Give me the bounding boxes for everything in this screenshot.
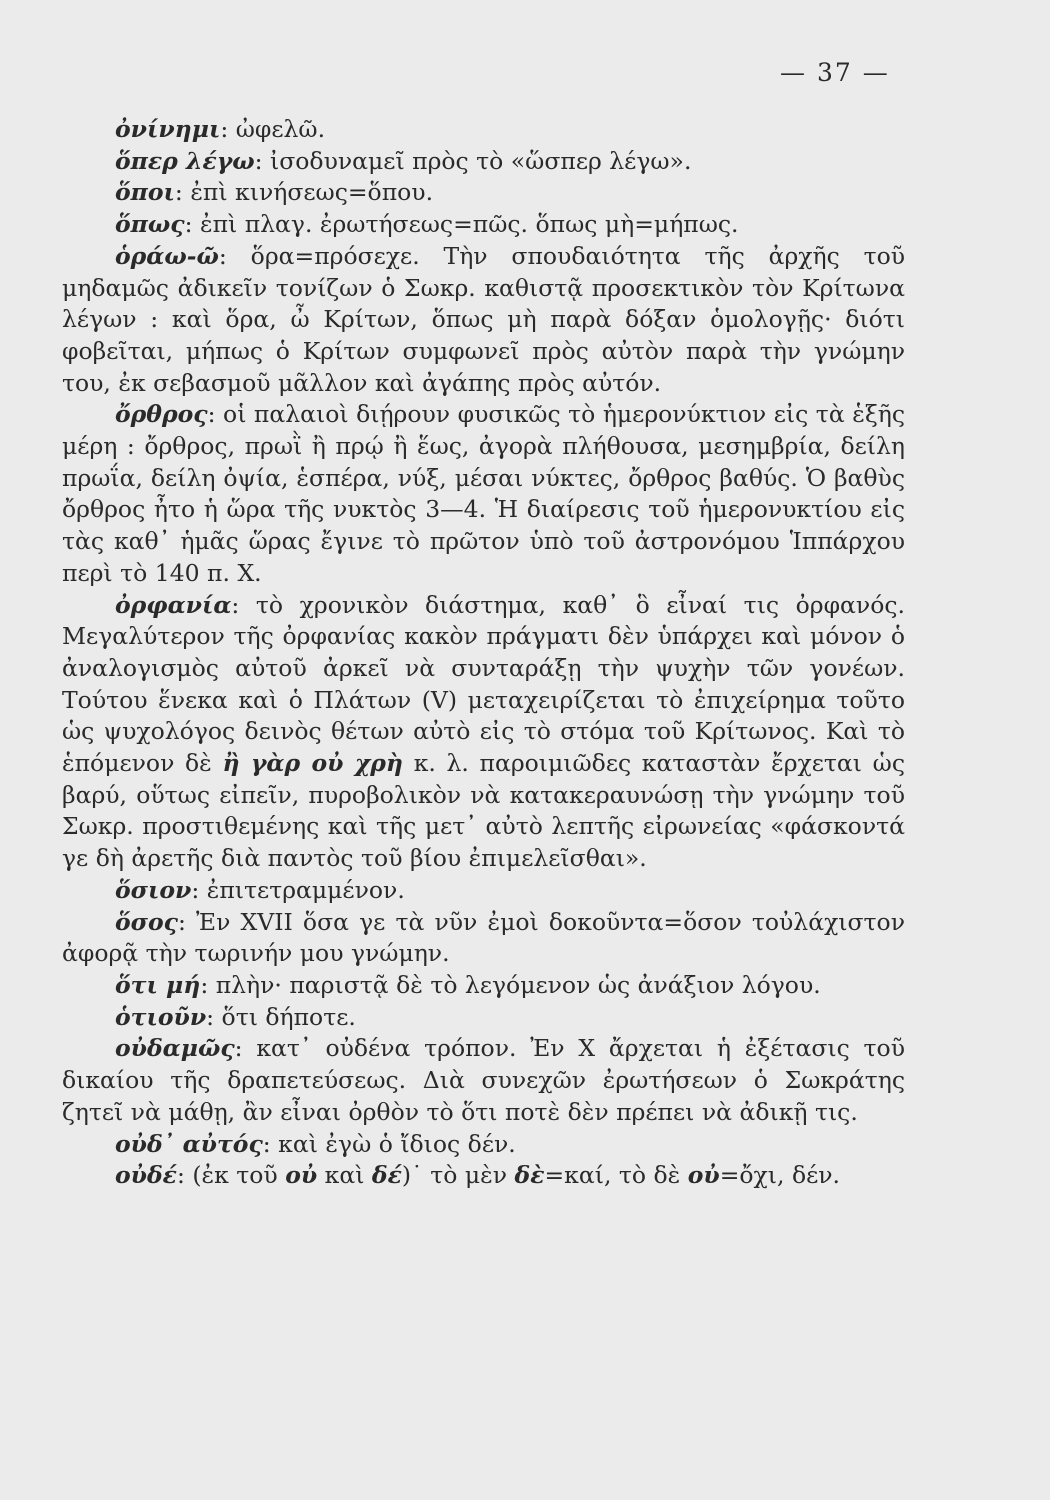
definition: κατ᾿ οὐδένα τρόπον. Ἐν X ἄρχεται ἡ ἐξέτασις τοῦ δικαίου τῆς δραπετεύσεως. Διὰ συνεχῶν ἐρωτήσεων ὁ Σωκράτης ζητεῖ νὰ μάθῃ, ἂν εἶναι ὀρθὸν τὸ ὅτι ποτὲ δὲν πρέπει νὰ ἀδικῇ τις. (62, 1034, 905, 1126)
lemma: οὐδέ (115, 1161, 177, 1190)
lemma: ὀνίνημι (115, 115, 221, 143)
lemma: ὁτιοῦν (115, 1002, 207, 1031)
entry-otioun (62, 1002, 905, 1034)
definition: ὅρα=πρόσεχε. Τὴν σπουδαιότητα τῆς ἀρχῆς τοῦ μηδαμῶς ἀδικεῖν τονίζων ὁ Σωκρ. καθιστᾷ προσεκτικὸν τὸν Κρίτωνα λέγων : καὶ ὅρα, ὦ Κρίτων, ὅπως μὴ παρὰ δόξαν ὁμολογῇς· διότι φοβεῖται, μήπως ὁ Κρίτων συμφωνεῖ πρὸς αὐτὸν παρὰ τὴν γνώμην του, ἐκ σεβασμοῦ μᾶλλον καὶ ἀγάπης πρὸς αὐτόν. (62, 241, 906, 397)
entry-orfania (62, 590, 905, 875)
separator: : (176, 1161, 193, 1190)
definition-part: =ὄχι, δέν. (719, 1161, 841, 1190)
separator: : (262, 1129, 279, 1158)
entry-oud-autos (62, 1129, 905, 1161)
entry-oti-mi (62, 970, 905, 1002)
entry-oper-lego (62, 146, 905, 178)
separator: : (191, 875, 207, 904)
emphasized-word: δέ (371, 1161, 402, 1190)
lemma: ὅσος (115, 907, 178, 936)
page-number: — 37 — (780, 58, 890, 87)
definition-part: κ. λ. παροιμιῶδες καταστὰν ἔρχεται ὡς βαρύ, οὕτως εἰπεῖν, πυροβολικὸν νὰ κατακεραυνώσῃ τὴν γνώμην τοῦ Σωκρ. προστιθεμένης καὶ τῆς μετ᾿ αὐτὸ λεπτῆς εἰρωνείας «φάσκοντά γε δὴ ἀρετῆς διὰ παντὸς τοῦ βίου ἐπιμελεῖσθαι». (62, 749, 905, 873)
definition-part: =καί, τὸ δὲ (544, 1161, 688, 1190)
definition: ἐπὶ κινήσεως=ὅπου. (190, 178, 434, 207)
emphasized-word: οὐ (285, 1161, 318, 1190)
definition-part: )˙ τὸ μὲν (401, 1161, 515, 1190)
definition: πλὴν· παριστᾷ δὲ τὸ λεγόμενον ὡς ἀνάξιον λόγου. (215, 970, 821, 999)
definition: ἐπιτετραμμένον. (206, 875, 405, 904)
definition: Ἐν XVII ὅσα γε τὰ νῦν ἐμοὶ δοκοῦντα=ὅσον τοὐλάχιστον ἀφορᾷ τὴν τωρινήν μου γνώμην. (62, 907, 905, 968)
entry-oudamos (62, 1033, 905, 1128)
separator: : (206, 1002, 222, 1031)
entry-osos (62, 907, 905, 970)
lemma: ὅσιον (115, 875, 192, 904)
definition: ὅτι δήποτε. (221, 1002, 356, 1031)
quoted-phrase: ἢ γὰρ οὐ χρὴ (222, 749, 404, 778)
emphasized-word: οὐ (687, 1161, 720, 1190)
definition: καὶ ἐγὼ ὁ ἴδιος δέν. (278, 1129, 516, 1158)
lemma: οὐδαμῶς (115, 1034, 235, 1063)
lemma: οὐδ᾿ αὐτός (115, 1129, 263, 1158)
separator: : (254, 146, 271, 175)
definition-part: (ἐκ τοῦ (192, 1161, 286, 1190)
lemma: ὅποι (115, 178, 175, 207)
definition: ἰσοδυναμεῖ πρὸς τὸ «ὥσπερ λέγω». (270, 146, 692, 175)
lemma: ὅπερ λέγω (115, 146, 255, 175)
separator: : (231, 590, 256, 619)
entry-opoi (62, 177, 905, 209)
lemma: ὀρφανία (115, 590, 232, 619)
separator: : (200, 970, 216, 999)
entry-oninemi (62, 114, 905, 146)
separator: : (184, 210, 200, 239)
lemma: ὅπως (115, 210, 185, 239)
definition-part: καὶ (317, 1161, 372, 1190)
lemma: ὁράω-ῶ (115, 241, 219, 270)
lemma: ὅτι μή (115, 970, 201, 999)
entry-orao (62, 241, 905, 400)
entry-orthros (62, 399, 905, 589)
entry-oude (62, 1160, 905, 1192)
separator: : (234, 1034, 257, 1063)
separator: : (220, 115, 236, 143)
separator: : (207, 400, 224, 429)
definition: οἱ παλαιοὶ διῄρουν φυσικῶς τὸ ἡμερονύκτιον εἰς τὰ ἑξῆς μέρη : ὄρθρος, πρωῒ ἢ πρῴ ἢ ἕως, ἀγορὰ πλήθουσα, μεσημβρία, δείλη πρωΐα, δείλη ὀψία, ἑσπέρα, νύξ, μέσαι νύκτες, ὄρθρος βαθύς. Ὁ βαθὺς ὄρθρος ἦτο ἡ ὥρα τῆς νυκτὸς 3—4. Ἡ διαίρεσις τοῦ ἡμερονυκτίου εἰς τὰς καθ᾿ ἡμᾶς ὥρας ἔγινε τὸ πρῶτον ὑπὸ τοῦ ἀστρονόμου Ἱππάρχου περὶ τὸ 140 π. Χ. (62, 400, 906, 587)
separator: : (177, 907, 197, 936)
entry-osion (62, 875, 905, 907)
lemma: ὄρθρος (115, 400, 208, 429)
definition: ἐπὶ πλαγ. ἐρωτήσεως=πῶς. ὅπως μὴ=μήπως. (199, 210, 739, 239)
definition: ὠφελῶ. (235, 115, 326, 143)
entry-opos (62, 209, 905, 241)
emphasized-word: δὲ (514, 1161, 545, 1190)
separator: : (174, 178, 191, 207)
glossary-body (62, 114, 905, 1192)
definition-part: τὸ χρονικὸν διάστημα, καθ᾿ ὃ εἶναί τις ὀρφανός. Μεγαλύτερον τῆς ὀρφανίας κακὸν πράγματι δὲν ὑπάρχει καὶ μόνον ὁ ἀναλογισμὸς αὐτοῦ ἀρκεῖ νὰ συνταράξῃ τὴν ψυχὴν τῶν γονέων. Τούτου ἕνεκα καὶ ὁ Πλάτων (V) μεταχειρίζεται τὸ ἐπιχείρημα τοῦτο ὡς ψυχολόγος δεινὸς θέτων αὐτὸ εἰς τὸ στόμα τοῦ Κρίτωνος. Καὶ τὸ ἑπόμενον δὲ (62, 590, 905, 778)
separator: : (218, 241, 251, 270)
